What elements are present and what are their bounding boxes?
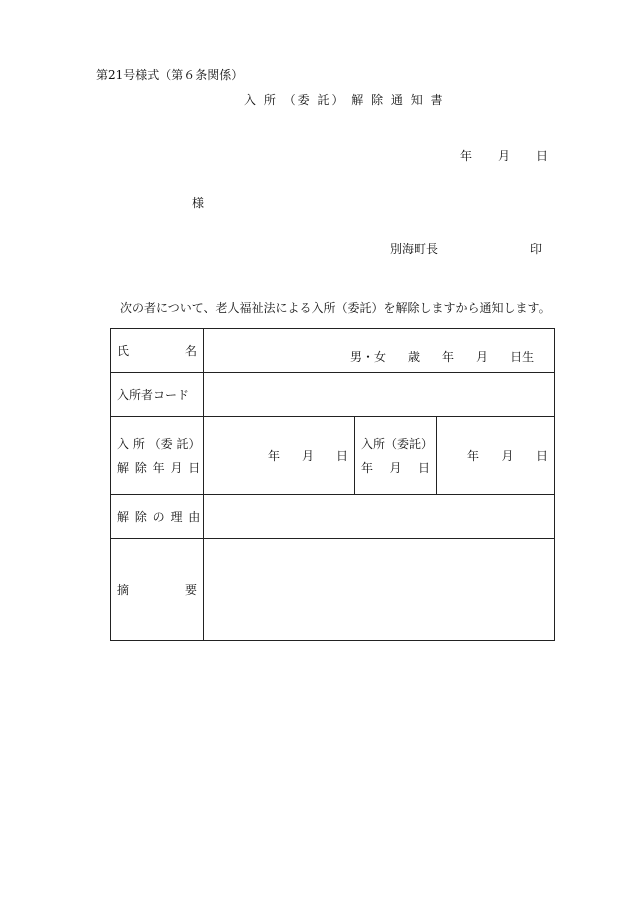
summary-field[interactable] <box>204 539 555 641</box>
code-field[interactable] <box>204 373 555 417</box>
birth-year: 年 <box>442 350 455 364</box>
name-row <box>111 329 555 373</box>
release-date-row <box>111 417 555 495</box>
release-date-field[interactable]: 年 月 日 <box>204 417 355 495</box>
admission-date-field[interactable]: 年 月 日 <box>437 417 555 495</box>
reason-field[interactable] <box>204 495 555 539</box>
document-title: 入 所 （委 託） 解 除 通 知 書 <box>244 93 445 107</box>
age-unit: 歳 <box>408 350 421 364</box>
name-label: 氏 名 <box>111 329 204 373</box>
date-year: 年 <box>460 149 473 163</box>
summary-label: 摘 要 <box>111 539 204 641</box>
release-date-label: 入 所 （委 託） 解 除 年 月 日 <box>111 417 204 495</box>
name-extra-info <box>350 348 534 365</box>
code-label: 入所者コード <box>111 373 204 417</box>
code-row <box>111 373 555 417</box>
date-day: 日 <box>536 149 549 163</box>
birth-month: 月 <box>476 350 489 364</box>
gender-choice: 男・女 <box>350 350 387 364</box>
notice-table <box>110 328 555 641</box>
notice-text: 次の者について、老人福祉法による入所（委託）を解除しますから通知します。 <box>120 301 551 315</box>
admission-date-label: 入所（委託） 年 月 日 <box>355 417 437 495</box>
name-field[interactable] <box>204 329 555 373</box>
date-month: 月 <box>498 149 511 163</box>
reason-label: 解 除 の 理 由 <box>111 495 204 539</box>
form-number: 第21号様式（第６条関係） <box>96 68 244 82</box>
addressee-suffix: 様 <box>192 196 205 210</box>
date-line <box>460 147 548 164</box>
seal-mark: 印 <box>530 242 543 256</box>
issuer-name: 別海町長 <box>390 242 439 256</box>
birth-day: 日生 <box>510 350 535 364</box>
summary-row <box>111 539 555 641</box>
reason-row <box>111 495 555 539</box>
